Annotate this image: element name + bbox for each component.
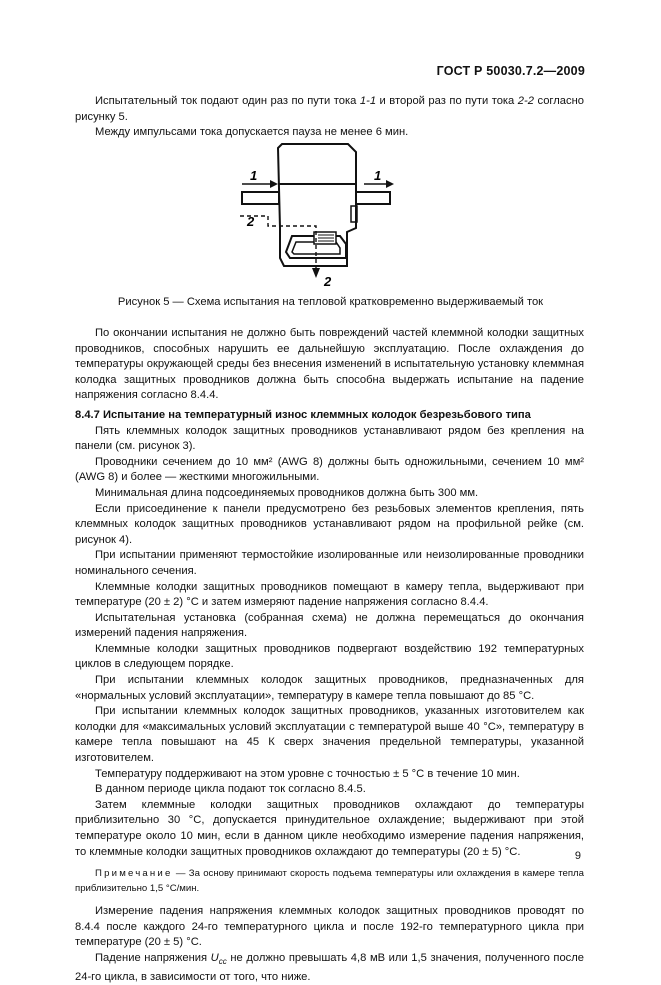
text-run: Падение напряжения — [95, 951, 211, 964]
note-label: Примечание — [95, 868, 173, 880]
text-run: и второй раз по пути тока — [376, 95, 518, 107]
paragraph: Клеммные колодки защитных проводников подвергают воздействию 192 температурных циклов в следующем порядке. — [75, 642, 584, 671]
voltage-subscript: cc — [218, 957, 227, 967]
section-title: 8.4.7 Испытание на температурный износ клеммных колодок безрезьбового типа — [75, 408, 531, 421]
paragraph-test-current — [75, 94, 584, 125]
text-run: согласно рисунку 5. — [75, 95, 584, 123]
paragraph: Испытательная установка (собранная схема) не должна перемещаться до окончания измерений падения напряжения. — [75, 611, 584, 640]
paragraph: Температуру поддерживают на этом уровне с точностью ± 5 °С в течение 10 мин. — [95, 767, 520, 780]
paragraph: Измерение падения напряжения клеммных колодок защитных проводников проводят по 8.4.4 после каждого 24-го температурного цикла и после 192-го температурного цикла при температуре (20 ± 5) °С. — [75, 905, 584, 949]
current-path-2: 2-2 — [517, 95, 534, 107]
note-text: — За основу принимают скорость подъема температуры или охлаждения в камере тепла приблизительно 1,5 °С/мин. — [75, 868, 584, 895]
paragraph: Пять клеммных колодок защитных проводников устанавливают рядом без крепления на панели (см. рисунок 3). — [75, 424, 584, 453]
label-1-right: 1 — [374, 168, 382, 183]
left-conductor — [242, 192, 279, 204]
paragraph: Проводники сечением до 10 мм² (AWG 8) должны быть одножильными, сечением 10 мм² (AWG 8) и более — жесткими многожильными. — [75, 455, 584, 484]
paragraph-voltage-drop — [75, 951, 584, 985]
intro-text — [75, 94, 584, 141]
paragraph: Клеммные колодки защитных проводников помещают в камеру тепла, выдерживают при температуре (20 ± 2) °С и затем измеряют падение напряжения согласно 8.4.4. — [75, 580, 584, 609]
page-number: 9 — [574, 850, 581, 862]
label-2-bottom: 2 — [324, 274, 332, 289]
paragraph: При испытании клеммных колодок защитных проводников, указанных изготовителем как колодки для «максимальных условий эксплуатации с температурой выше 40 °С», температуру в камере тепла повышают на 45 К сверх значения предельной температуры, указанной изготовителем. — [75, 705, 584, 765]
paragraph: В данном периоде цикла подают ток согласно 8.4.5. — [95, 783, 366, 796]
label-2-left: 2 — [247, 214, 255, 229]
paragraph: Если присоединение к панели предусмотрено без резьбовых элементов крепления, пять клеммных колодок защитных проводников устанавливают рядом на профильной рейке (см. рисунок 4). — [75, 502, 584, 546]
paragraph: При испытании клеммных колодок защитных проводников, предназначенных для «нормальных условий эксплуатации», температуру в камере тепла повышают до 85 °С. — [75, 674, 584, 702]
paragraph: Затем клеммные колодки защитных проводников охлаждают до температуры приблизительно 30 °С, допускается принудительное охлаждение; выдерживают при этой температуре около 10 мин, если в данном цикле необходимо измерение падения напряжения, то клеммные колодки защитных проводников охлаждают до температуры (20 ± 5) °С. — [75, 798, 584, 858]
document-header: ГОСТ Р 50030.7.2—2009 — [436, 64, 585, 78]
paragraph: Минимальная длина подсоединяемых проводников должна быть 300 мм. — [95, 486, 479, 499]
figure-caption: Рисунок 5 — Схема испытания на тепловой кратковременно выдерживаемый ток — [117, 296, 544, 308]
voltage-symbol: U — [210, 951, 219, 964]
terminal-body — [278, 144, 356, 266]
figure-5-diagram — [230, 140, 400, 290]
text-run: не должно превышать 4,8 мВ или 1,5 значения, полученного после 24-го цикла, в зависимости от того, что ниже. — [75, 951, 585, 983]
note — [75, 866, 584, 896]
right-conductor — [356, 192, 390, 204]
test-schematic — [230, 140, 400, 290]
paragraph-pause: Между импульсами тока допускается пауза не менее 6 мин. — [95, 126, 409, 139]
paragraph: При испытании применяют термостойкие изолированные или неизолированные проводники номинального сечения. — [75, 549, 584, 577]
current-path-1: 1-1 — [359, 95, 377, 107]
label-1-left: 1 — [250, 168, 258, 183]
text-run: Испытательный ток подают один раз по пути тока — [95, 95, 360, 107]
body-text — [75, 326, 584, 985]
paragraph-after-test: По окончании испытания не должно быть повреждений частей клеммной колодки защитных проводников, способных нарушить ее дальнейшую эксплуатацию. После охлаждения до температуры окружающей среды без внесения изменений в испытательную установку клеммная колодка защитных проводников должна быть способна выдержать испытание на падение напряжения согласно 8.4.4. — [75, 327, 584, 402]
